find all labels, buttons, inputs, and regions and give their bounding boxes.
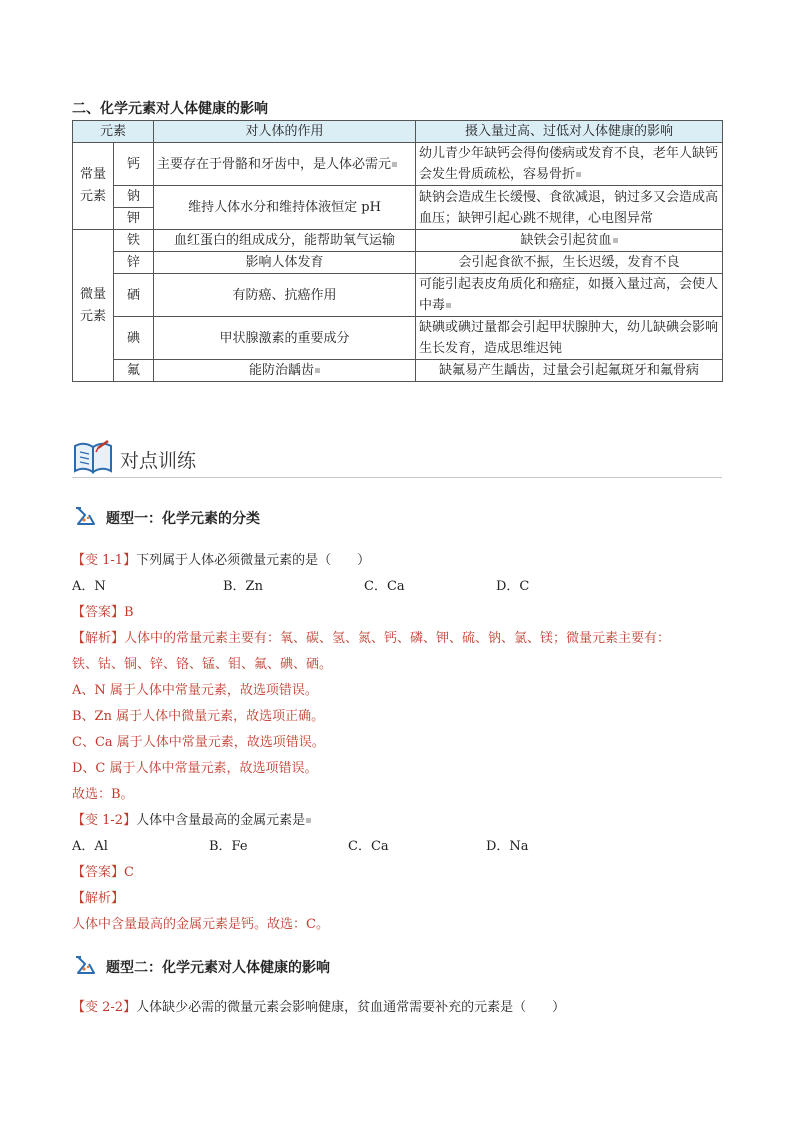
flask-icon bbox=[72, 954, 100, 976]
open-book-icon bbox=[72, 438, 114, 476]
option-d: D．C bbox=[496, 579, 530, 594]
effect-cell: 甲状腺激素的重要成分 bbox=[154, 317, 416, 360]
question-1-1 bbox=[72, 549, 370, 568]
table-header-row bbox=[73, 121, 723, 143]
question-stem: 人体缺少必需的微量元素会影响健康，贫血通常需要补充的元素是（ ） bbox=[136, 1000, 566, 1015]
option-b: B．Fe bbox=[209, 839, 248, 854]
option-b: B．Zn bbox=[223, 579, 263, 594]
question-type-title: 题型二：化学元素对人体健康的影响 bbox=[106, 960, 330, 976]
group-label bbox=[73, 230, 114, 382]
options-1-1 bbox=[72, 575, 722, 593]
element-health-table bbox=[72, 120, 723, 382]
table-row bbox=[73, 252, 723, 274]
answer-1-1 bbox=[72, 601, 134, 620]
effect-cell: 主要存在于骨骼和牙齿中，是人体必需元 bbox=[154, 143, 416, 186]
element-cell: 铁 bbox=[114, 230, 154, 252]
analysis-line: 故选：B。 bbox=[72, 787, 134, 802]
header-impact: 摄入量过高、过低对人体健康的影响 bbox=[416, 121, 723, 143]
group-name: 微量元素 bbox=[79, 286, 106, 324]
anchor-mark-icon bbox=[315, 368, 320, 373]
question-type-title: 题型一：化学元素的分类 bbox=[106, 511, 260, 527]
anchor-mark-icon bbox=[446, 303, 451, 308]
option-a: A．N bbox=[72, 579, 106, 594]
answer-value: C bbox=[124, 865, 134, 880]
element-cell: 锌 bbox=[114, 252, 154, 274]
question-tag: 【变 1-1】 bbox=[72, 553, 137, 568]
anchor-mark-icon bbox=[613, 238, 618, 243]
table-row bbox=[73, 230, 723, 252]
effect-cell: 血红蛋白的组成成分，能帮助氧气运输 bbox=[154, 230, 416, 252]
table-row bbox=[73, 360, 723, 382]
analysis-line: D、C 属于人体中常量元素，故选项错误。 bbox=[72, 761, 318, 776]
impact-cell: 缺钠会造成生长缓慢、食欲减退，钠过多又会造成高血压；缺钾引起心跳不规律，心电图异常 bbox=[416, 186, 723, 230]
question-2-2 bbox=[72, 996, 565, 1015]
impact-cell: 可能引起表皮角质化和癌症，如摄入量过高，会使人中毒 bbox=[416, 274, 723, 317]
analysis-line: C、Ca 属于人体中常量元素，故选项错误。 bbox=[72, 735, 325, 750]
analysis-line: 铁、钴、铜、锌、铬、锰、钼、氟、碘、硒。 bbox=[72, 657, 333, 672]
option-c: C．Ca bbox=[364, 579, 405, 594]
question-stem: 下列属于人体必须微量元素的是（ ） bbox=[136, 553, 371, 568]
effect-cell: 能防治龋齿 bbox=[154, 360, 416, 382]
impact-cell: 缺碘或碘过量都会引起甲状腺肿大，幼儿缺碘会影响生长发育，造成思维迟钝 bbox=[416, 317, 723, 360]
impact-cell: 缺铁会引起贫血 bbox=[416, 230, 723, 252]
question-stem: 人体中含量最高的金属元素是 bbox=[136, 813, 306, 828]
options-1-2 bbox=[72, 835, 722, 853]
table-row bbox=[73, 317, 723, 360]
table-row bbox=[73, 186, 723, 208]
group-label bbox=[73, 143, 114, 230]
anchor-mark-icon bbox=[306, 818, 311, 823]
question-tag: 【变 1-2】 bbox=[72, 813, 137, 828]
analysis-line: A、N 属于人体中常量元素，故选项错误。 bbox=[72, 683, 318, 698]
table-row bbox=[73, 143, 723, 186]
analysis-line: 人体中含量最高的金属元素是钙。故选：C。 bbox=[72, 917, 329, 932]
answer-label: 【答案】 bbox=[72, 605, 125, 620]
option-a: A．Al bbox=[72, 839, 108, 854]
element-cell: 硒 bbox=[114, 274, 154, 317]
training-header bbox=[72, 436, 722, 478]
impact-cell: 缺氟易产生龋齿，过量会引起氟斑牙和氟骨病 bbox=[416, 360, 723, 382]
header-element: 元素 bbox=[73, 121, 154, 143]
analysis-1-1-line-1: 【解析】人体中的常量元素主要有：氧、碳、氢、氮、钙、磷、钾、硫、钠、氯、镁；微量元素主要有： bbox=[72, 631, 671, 646]
answer-value: B bbox=[124, 605, 134, 620]
group-name: 常量元素 bbox=[79, 167, 106, 204]
effect-cell: 影响人体发育 bbox=[154, 252, 416, 274]
element-cell: 氟 bbox=[114, 360, 154, 382]
element-cell: 钾 bbox=[114, 208, 154, 230]
element-cell: 钙 bbox=[114, 143, 154, 186]
option-c: C．Ca bbox=[348, 839, 389, 854]
answer-label: 【答案】 bbox=[72, 865, 125, 880]
answer-1-2 bbox=[72, 861, 134, 880]
header-effect: 对人体的作用 bbox=[154, 121, 416, 143]
analysis-label: 【解析】 bbox=[72, 631, 125, 646]
flask-icon bbox=[72, 505, 100, 527]
analysis-label: 【解析】 bbox=[72, 891, 125, 906]
training-header-text: 对点训练 bbox=[120, 450, 197, 472]
impact-cell: 幼儿青少年缺钙会得佝偻病或发育不良，老年人缺钙会发生骨质疏松，容易骨折 bbox=[416, 143, 723, 186]
question-tag: 【变 2-2】 bbox=[72, 1000, 137, 1015]
option-d: D．Na bbox=[486, 839, 529, 854]
effect-cell: 有防癌、抗癌作用 bbox=[154, 274, 416, 317]
effect-cell: 维持人体水分和维持体液恒定 pH bbox=[154, 186, 416, 230]
question-1-2 bbox=[72, 809, 311, 828]
element-cell: 钠 bbox=[114, 186, 154, 208]
header-divider bbox=[72, 477, 722, 478]
analysis-line: B、Zn 属于人体中微量元素，故选项正确。 bbox=[72, 709, 325, 724]
impact-cell: 会引起食欲不振，生长迟缓，发育不良 bbox=[416, 252, 723, 274]
table-row bbox=[73, 274, 723, 317]
anchor-mark-icon bbox=[392, 162, 397, 167]
section-title: 二、化学元素对人体健康的影响 bbox=[72, 101, 268, 117]
anchor-mark-icon bbox=[576, 172, 581, 177]
element-cell: 碘 bbox=[114, 317, 154, 360]
